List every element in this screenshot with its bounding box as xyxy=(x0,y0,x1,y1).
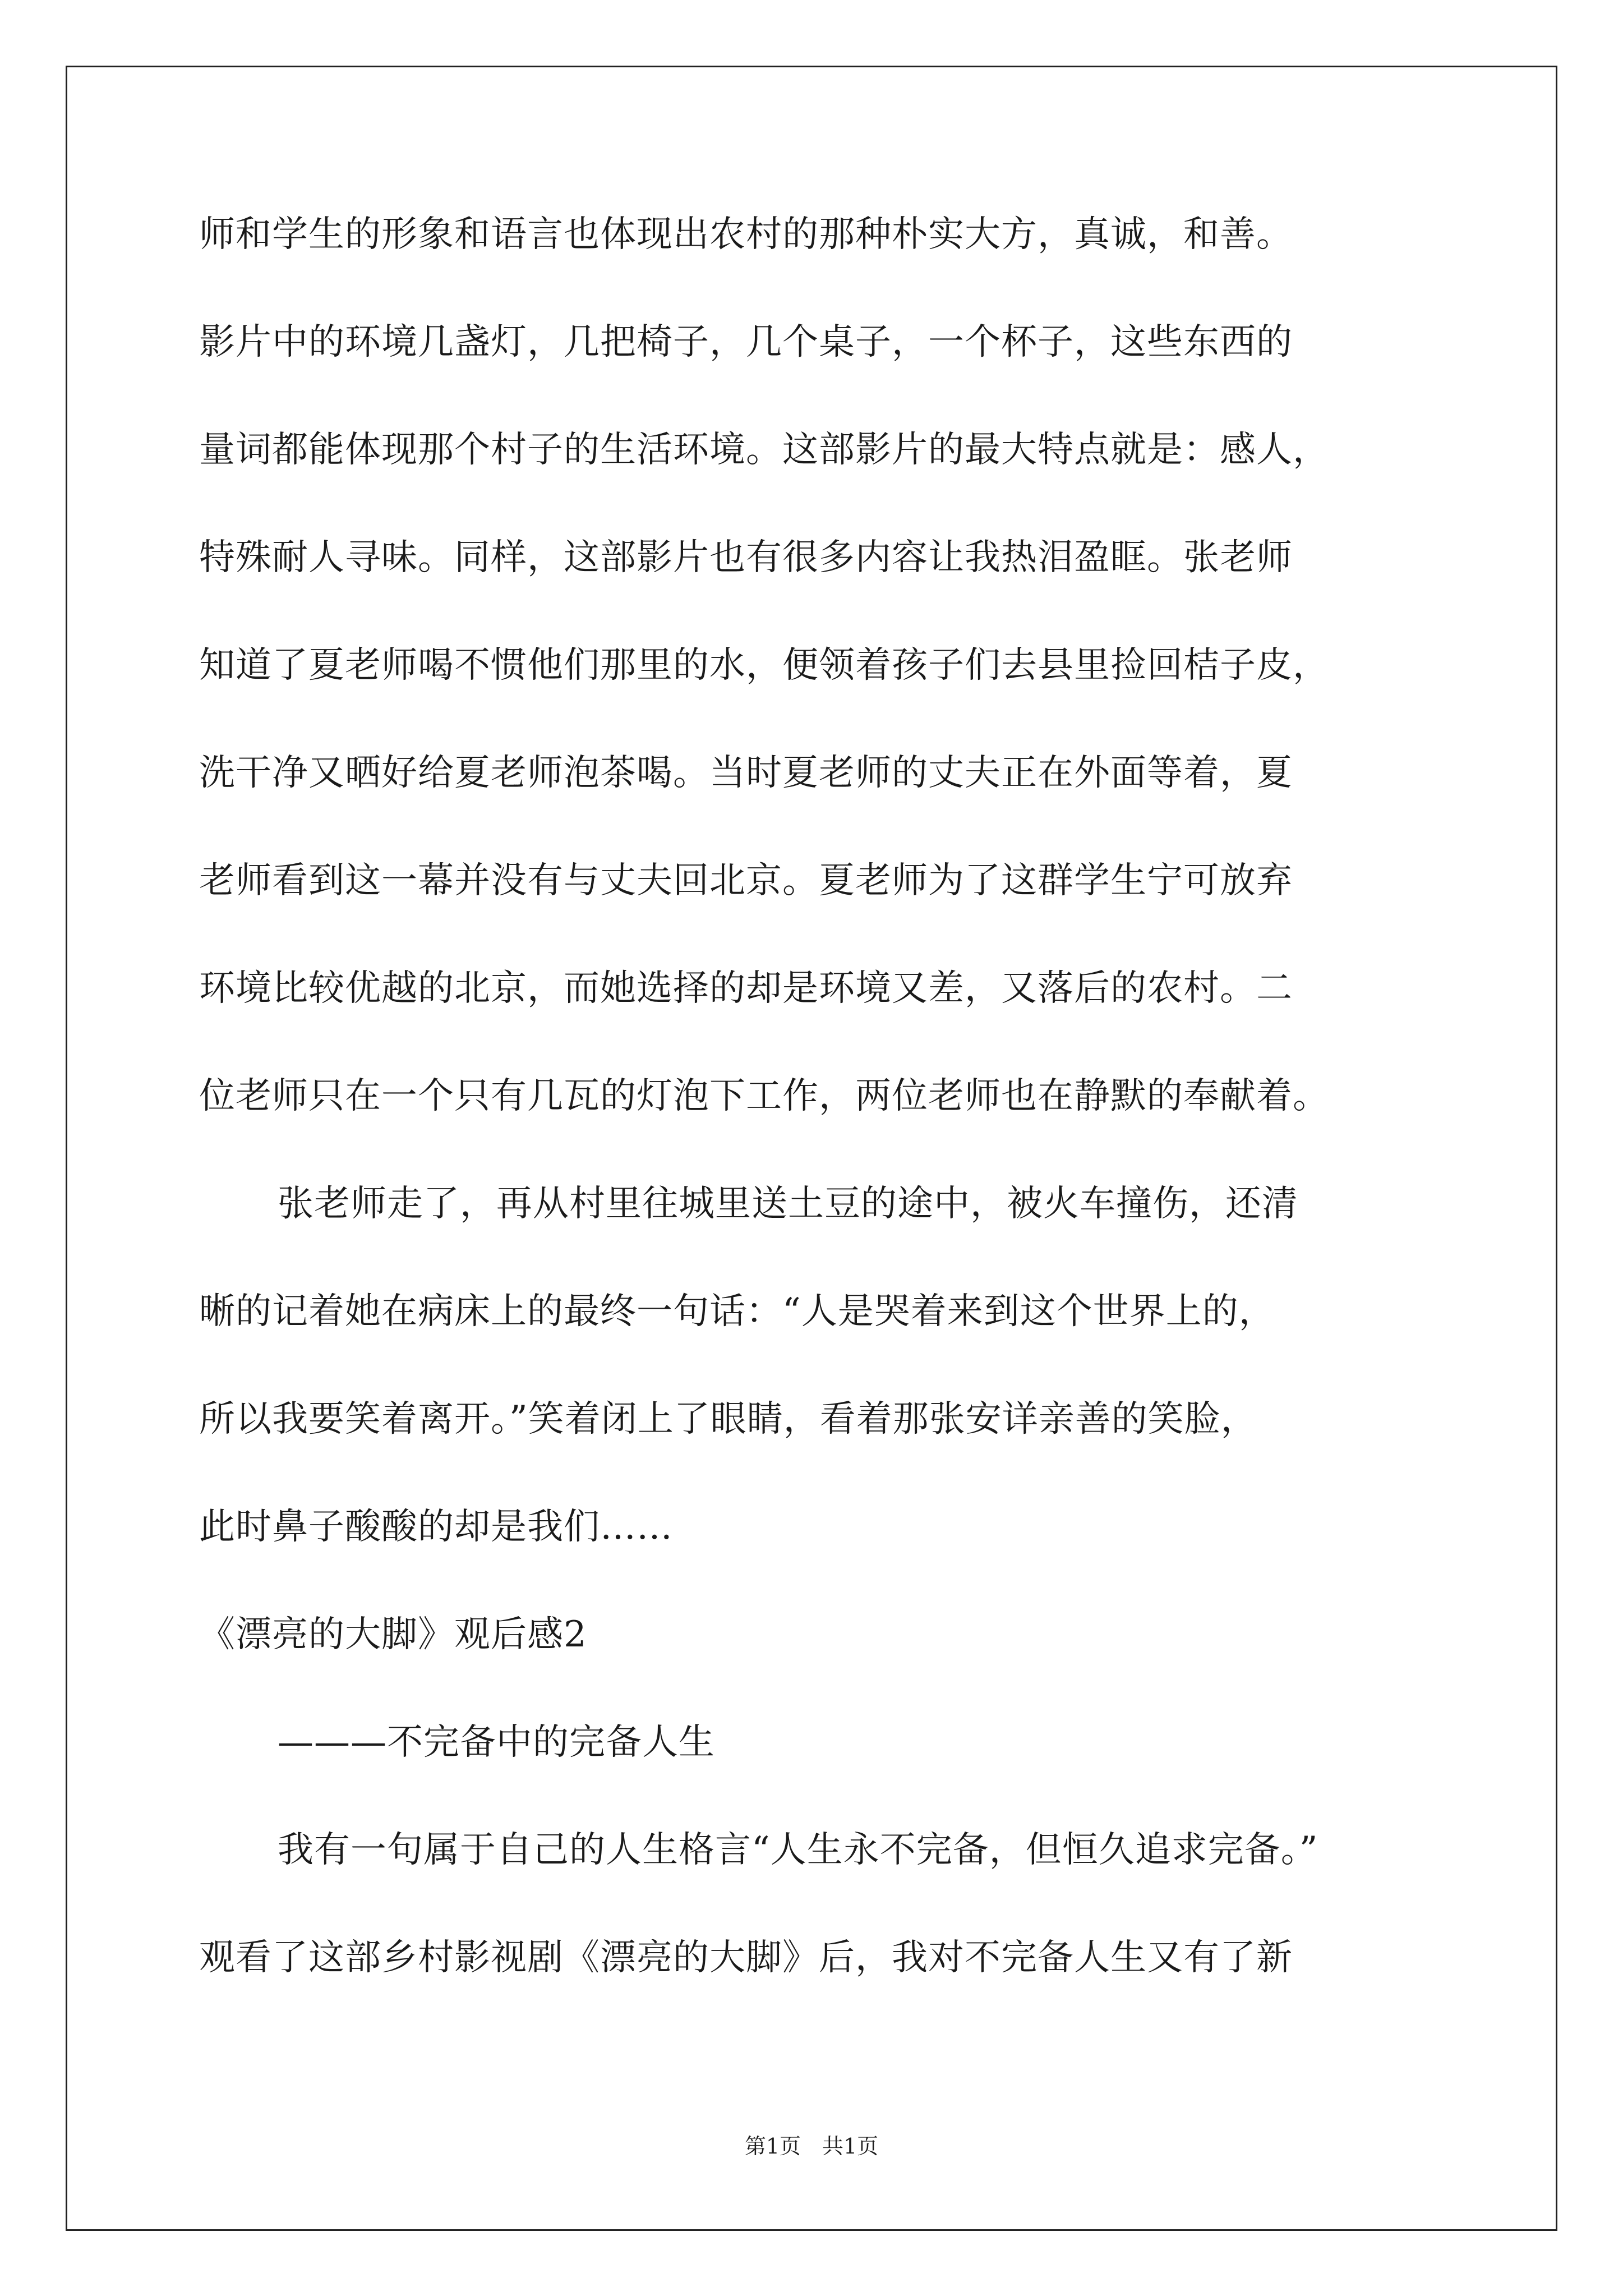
body-text-line-13: 此时鼻子酸酸的却是我们…… xyxy=(199,1506,673,1548)
body-text-line-11: 晰的记着她在病床上的最终一句话：“人是哭着来到这个世界上的， xyxy=(199,1291,1275,1332)
body-text-line-3: 量词都能体现那个村子的生活环境。这部影片的最大特点就是：感人， xyxy=(199,429,1329,471)
body-text-line-17: 观看了这部乡村影视剧《漂亮的大脚》后，我对不完备人生又有了新 xyxy=(199,1937,1293,1978)
page-footer: 第1页 共1页 xyxy=(744,2134,879,2159)
paragraph-indent-line-2: 我有一句属于自己的人生格言“人生永不完备，但恒久追求完备。” xyxy=(278,1829,1318,1871)
body-text-line-12: 所以我要笑着离开。”笑着闭上了眼睛，看着那张安详亲善的笑脸， xyxy=(199,1398,1257,1440)
body-text-line-9: 位老师只在一个只有几瓦的灯泡下工作，两位老师也在静默的奉献着。 xyxy=(199,1075,1329,1117)
body-text-line-7: 老师看到这一幕并没有与丈夫回北京。夏老师为了这群学生宁可放弃 xyxy=(199,860,1293,901)
body-text-line-5: 知道了夏老师喝不惯他们那里的水，便领着孩子们去县里捡回桔子皮， xyxy=(199,645,1329,686)
body-text-line-1: 师和学生的形象和语言也体现出农村的那种朴实大方，真诚，和善。 xyxy=(199,214,1293,255)
essay-title: 《漂亮的大脚》观后感2 xyxy=(199,1614,587,1655)
paragraph-indent-line: 张老师走了，再从村里往城里送土豆的途中，被火车撞伤，还清 xyxy=(278,1183,1298,1225)
page-border xyxy=(66,66,1557,2231)
essay-subtitle: ———不完备中的完备人生 xyxy=(278,1722,715,1763)
body-text-line-6: 洗干净又晒好给夏老师泡茶喝。当时夏老师的丈夫正在外面等着，夏 xyxy=(199,752,1293,794)
body-text-line-2: 影片中的环境几盏灯，几把椅子，几个桌子，一个杯子，这些东西的 xyxy=(199,321,1293,363)
body-text-line-8: 环境比较优越的北京，而她选择的却是环境又差，又落后的农村。二 xyxy=(199,968,1293,1009)
body-text-line-4: 特殊耐人寻味。同样，这部影片也有很多内容让我热泪盈眶。张老师 xyxy=(199,537,1293,578)
